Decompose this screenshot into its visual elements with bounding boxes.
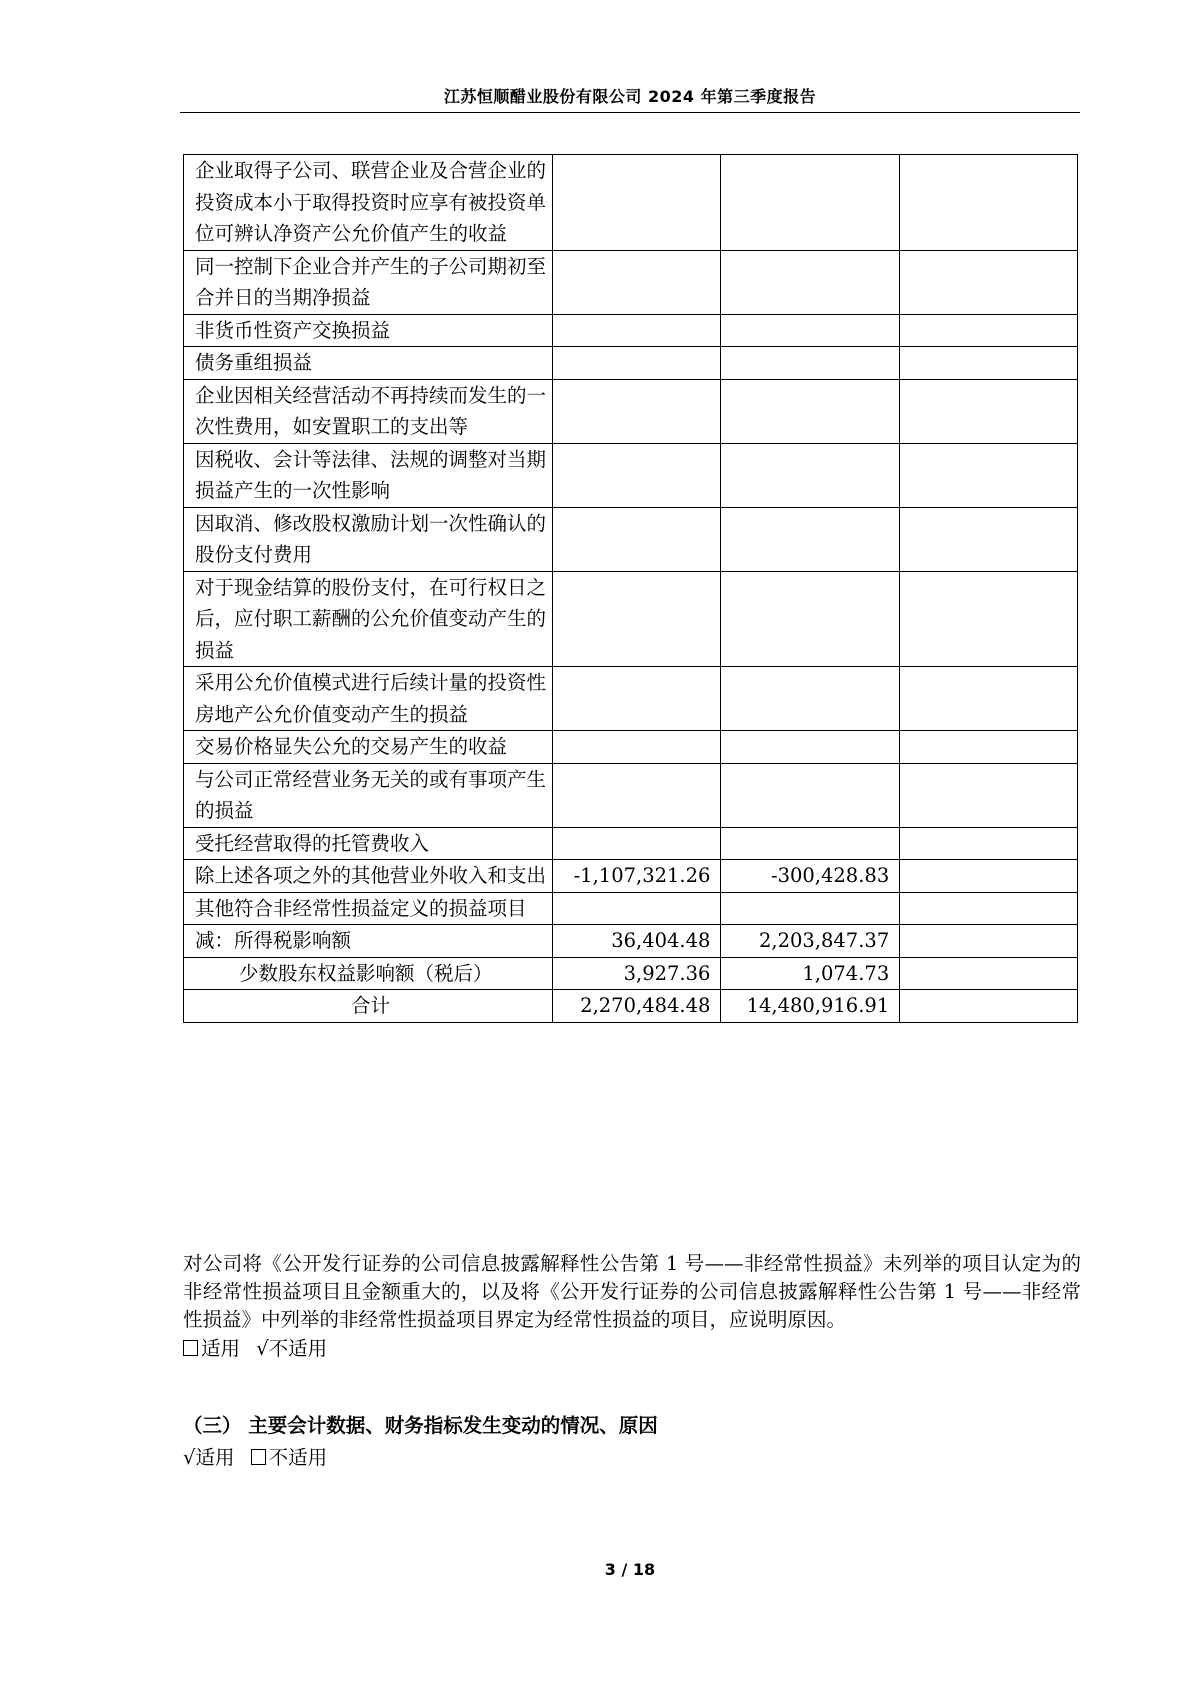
value-ytd <box>721 763 900 827</box>
value-note <box>900 443 1078 507</box>
value-current <box>553 443 721 507</box>
value-ytd <box>721 892 900 925</box>
explanation-note: 对公司将《公开发行证券的公司信息披露解释性公告第 1 号——非经常性损益》未列举的项目认定为的非经常性损益项目且金额重大的，以及将《公开发行证券的公司信息披露解释性公告第 1 号——非经常性损益》中列举的非经常性损益项目界定为经常性损益的项目，应说明原因。 <box>183 1252 1081 1331</box>
value-note <box>900 379 1078 443</box>
value-current: 36,404.48 <box>553 925 721 958</box>
value-note <box>900 571 1078 667</box>
value-note <box>900 827 1078 860</box>
value-note <box>900 860 1078 893</box>
option-not-applicable: 不适用 <box>268 1446 328 1469</box>
option-applicable: 适用 <box>195 1446 235 1469</box>
value-current <box>553 731 721 764</box>
value-note <box>900 347 1078 380</box>
value-ytd <box>721 731 900 764</box>
value-note <box>900 925 1078 958</box>
value-current <box>553 507 721 571</box>
page-number: 3 / 18 <box>604 1560 656 1579</box>
checkbox-empty-icon <box>183 1340 198 1356</box>
value-note <box>900 155 1078 251</box>
value-ytd <box>721 571 900 667</box>
note-options <box>183 1335 327 1363</box>
table-row <box>184 443 1078 507</box>
item-label: 交易价格显失公允的交易产生的收益 <box>184 731 553 764</box>
value-current <box>553 892 721 925</box>
table-row <box>184 667 1078 731</box>
item-label: 与公司正常经营业务无关的或有事项产生的损益 <box>184 763 553 827</box>
value-current <box>553 763 721 827</box>
value-ytd <box>721 443 900 507</box>
table-row <box>184 731 1078 764</box>
value-ytd <box>721 507 900 571</box>
item-label: 因取消、修改股权激励计划一次性确认的股份支付费用 <box>184 507 553 571</box>
value-current <box>553 250 721 314</box>
item-label: 债务重组损益 <box>184 347 553 380</box>
value-current: 3,927.36 <box>553 957 721 990</box>
header-divider <box>180 112 1080 113</box>
value-note <box>900 892 1078 925</box>
value-current <box>553 155 721 251</box>
value-note <box>900 507 1078 571</box>
table-row <box>184 571 1078 667</box>
checkmark-icon: √ <box>256 1337 269 1360</box>
value-ytd <box>721 155 900 251</box>
item-label: 企业因相关经营活动不再持续而发生的一次性费用，如安置职工的支出等 <box>184 379 553 443</box>
value-ytd: -300,428.83 <box>721 860 900 893</box>
non-recurring-items-table <box>183 154 1078 1023</box>
item-label: 因税收、会计等法律、法规的调整对当期损益产生的一次性影响 <box>184 443 553 507</box>
value-current: -1,107,321.26 <box>553 860 721 893</box>
checkmark-icon: √ <box>183 1446 196 1469</box>
value-current <box>553 571 721 667</box>
value-note <box>900 990 1078 1023</box>
table-row <box>184 763 1078 827</box>
value-ytd <box>721 827 900 860</box>
table-row <box>184 314 1078 347</box>
item-label: 减：所得税影响额 <box>184 925 553 958</box>
section-options <box>183 1444 327 1472</box>
value-ytd: 2,203,847.37 <box>721 925 900 958</box>
value-note <box>900 731 1078 764</box>
item-label: 其他符合非经常性损益定义的损益项目 <box>184 892 553 925</box>
value-current <box>553 314 721 347</box>
value-current <box>553 347 721 380</box>
item-label: 受托经营取得的托管费收入 <box>184 827 553 860</box>
value-note <box>900 314 1078 347</box>
value-ytd <box>721 667 900 731</box>
table-row <box>184 925 1078 958</box>
table-row <box>184 957 1078 990</box>
value-current <box>553 827 721 860</box>
table-row <box>184 250 1078 314</box>
value-ytd <box>721 347 900 380</box>
item-label: 同一控制下企业合并产生的子公司期初至合并日的当期净损益 <box>184 250 553 314</box>
table-row <box>184 892 1078 925</box>
option-not-applicable: 不适用 <box>268 1337 328 1360</box>
value-note <box>900 250 1078 314</box>
value-ytd: 1,074.73 <box>721 957 900 990</box>
value-note <box>900 667 1078 731</box>
item-label: 采用公允价值模式进行后续计量的投资性房地产公允价值变动产生的损益 <box>184 667 553 731</box>
value-ytd <box>721 314 900 347</box>
total-label: 合计 <box>184 990 553 1023</box>
table-row <box>184 507 1078 571</box>
value-ytd <box>721 250 900 314</box>
table-row <box>184 347 1078 380</box>
value-current: 2,270,484.48 <box>553 990 721 1023</box>
value-ytd <box>721 379 900 443</box>
table-row <box>184 155 1078 251</box>
item-label: 非货币性资产交换损益 <box>184 314 553 347</box>
value-note <box>900 957 1078 990</box>
item-label: 企业取得子公司、联营企业及合营企业的投资成本小于取得投资时应享有被投资单位可辨认净资产公允价值产生的收益 <box>184 155 553 251</box>
value-note <box>900 763 1078 827</box>
value-current <box>553 667 721 731</box>
option-applicable: 适用 <box>201 1337 241 1360</box>
table-row-total <box>184 990 1078 1023</box>
value-current <box>553 379 721 443</box>
table-row <box>184 860 1078 893</box>
item-label: 对于现金结算的股份支付，在可行权日之后，应付职工薪酬的公允价值变动产生的损益 <box>184 571 553 667</box>
checkbox-empty-icon <box>251 1449 266 1465</box>
section-title: （三） 主要会计数据、财务指标发生变动的情况、原因 <box>183 1414 658 1437</box>
table-row <box>184 827 1078 860</box>
value-ytd: 14,480,916.91 <box>721 990 900 1023</box>
item-label: 除上述各项之外的其他营业外收入和支出 <box>184 860 553 893</box>
report-header: 江苏恒顺醋业股份有限公司 2024 年第三季度报告 <box>443 87 817 106</box>
table-row <box>184 379 1078 443</box>
item-label: 少数股东权益影响额（税后） <box>184 957 553 990</box>
